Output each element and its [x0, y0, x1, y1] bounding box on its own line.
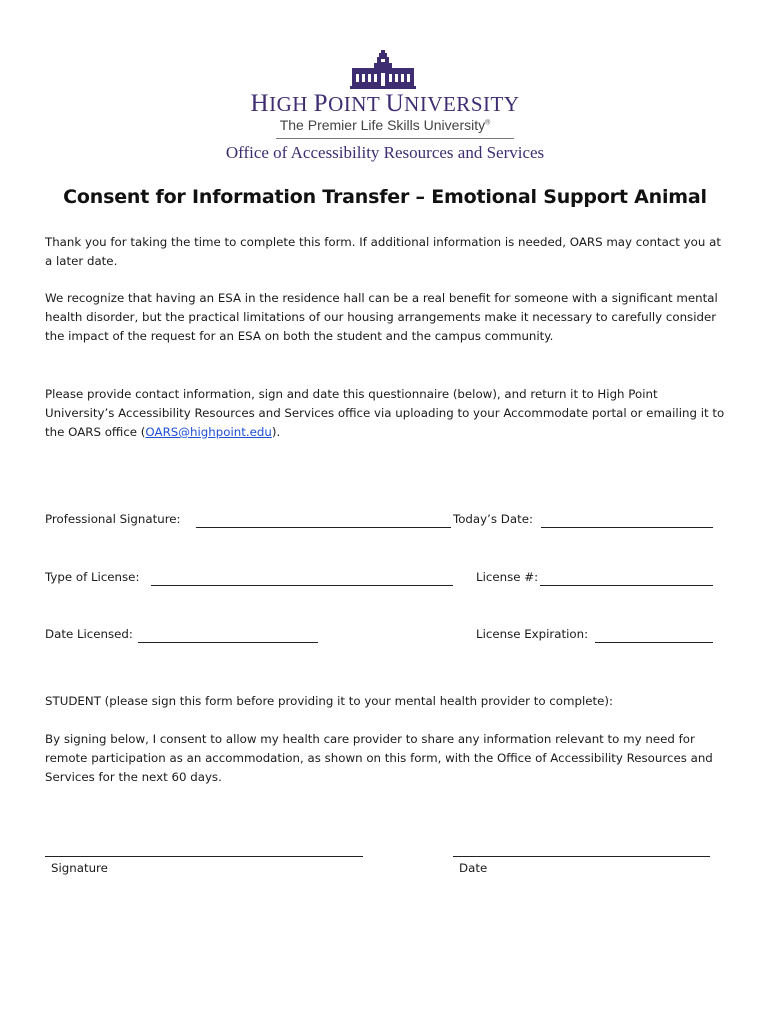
professional-signature-label: Professional Signature:	[45, 512, 181, 526]
license-number-label: License #:	[476, 570, 539, 584]
license-expiration-field[interactable]	[595, 629, 713, 643]
intro-paragraph: Thank you for taking the time to complete this form. If additional information is needed, OARS may contact you at a later date.	[45, 235, 721, 268]
todays-date-field[interactable]	[541, 514, 713, 528]
license-number-field[interactable]	[540, 572, 713, 586]
tagline-divider	[276, 138, 514, 139]
date-licensed-label: Date Licensed:	[45, 627, 133, 641]
university-name: HIGH POINT UNIVERSITY	[250, 90, 520, 117]
license-expiration-label: License Expiration:	[476, 627, 589, 641]
type-of-license-label: Type of License:	[45, 570, 140, 584]
professional-signature-field[interactable]	[196, 514, 451, 528]
date-label: Date	[459, 861, 488, 875]
student-date-line[interactable]	[453, 856, 710, 857]
signature-label: Signature	[51, 861, 108, 875]
document-title: Consent for Information Transfer – Emotional Support Animal	[63, 186, 707, 208]
type-of-license-field[interactable]	[151, 572, 453, 586]
oars-email-link[interactable]: OARS@highpoint.edu	[145, 425, 272, 439]
todays-date-label: Today’s Date:	[453, 512, 533, 526]
office-name: Office of Accessibility Resources and Services	[225, 143, 545, 162]
date-licensed-field[interactable]	[138, 629, 318, 643]
student-heading: STUDENT (please sign this form before providing it to your mental health provider to complete):	[45, 694, 613, 708]
instructions-paragraph: Please provide contact information, sign and date this questionnaire (below), and return it to High Point University’s Accessibility Resources and Services office via uploading to your Accommodate portal or emailing it to the OARS office (OARS@highpoint.edu).	[45, 387, 725, 439]
university-building-icon	[348, 50, 418, 90]
university-tagline: The Premier Life Skills University®	[279, 117, 491, 133]
student-signature-line[interactable]	[45, 856, 363, 857]
consent-paragraph: By signing below, I consent to allow my health care provider to share any information relevant to my need for remote participation as an accommodation, as shown on this form, with the Office of Accessibility Resources and Services for the next 60 days.	[45, 732, 713, 784]
recognition-paragraph: We recognize that having an ESA in the residence hall can be a real benefit for someone with a significant mental health disorder, but the practical limitations of our housing arrangements make it necessary to carefully consider the impact of the request for an ESA on both the student and the campus community.	[45, 291, 718, 343]
